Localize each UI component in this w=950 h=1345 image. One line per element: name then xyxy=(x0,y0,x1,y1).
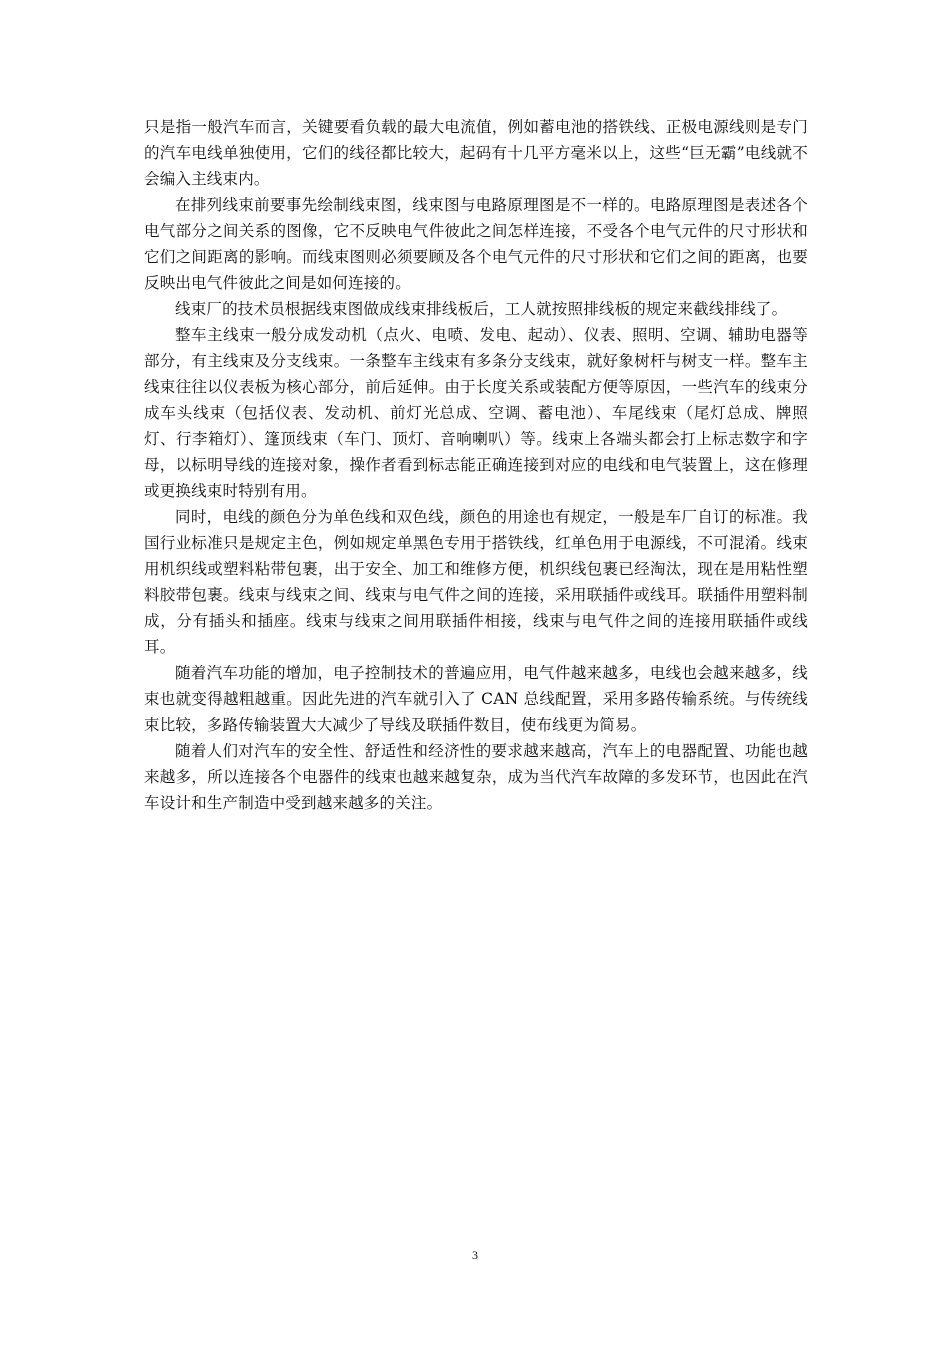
paragraph-5: 同时，电线的颜色分为单色线和双色线，颜色的用途也有规定，一般是车厂自订的标准。我国行业标准只是规定主色，例如规定单黑色专用于搭铁线，红单色用于电源线，不可混淆。线束用机织线或塑料粘带包裹，出于安全、加工和维修方便，机织线包裹已经淘汰，现在是用粘性塑料胶带包裹。线束与线束之间、线束与电气件之间的连接，采用联插件或线耳。联插件用塑料制成，分有插头和插座。线束与线束之间用联插件相接，线束与电气件之间的连接用联插件或线耳。 xyxy=(144,508,808,656)
paragraph-6: 随着汽车功能的增加，电子控制技术的普遍应用，电气件越来越多，电线也会越来越多，线束也就变得越粗越重。因此先进的汽车就引入了 CAN 总线配置，采用多路传输系统。与传统线束比较，多路传输装置大大减少了导线及联插件数目，使布线更为简易。 xyxy=(144,664,808,734)
page-number: 3 xyxy=(472,1248,478,1262)
paragraph-1: 只是指一般汽车而言，关键要看负载的最大电流值，例如蓄电池的搭铁线、正极电源线则是专门的汽车电线单独使用，它们的线径都比较大，起码有十几平方毫米以上，这些“巨无霸”电线就不会编入主线束内。 xyxy=(144,118,808,188)
paragraph-4: 整车主线束一般分成发动机（点火、电喷、发电、起动）、仪表、照明、空调、辅助电器等部分，有主线束及分支线束。一条整车主线束有多条分支线束，就好象树杆与树支一样。整车主线束往往以仪表板为核心部分，前后延伸。由于长度关系或装配方便等原因，一些汽车的线束分成车头线束（包括仪表、发动机、前灯光总成、空调、蓄电池）、车尾线束（尾灯总成、牌照灯、行李箱灯）、篷顶线束（车门、顶灯、音响喇叭）等。线束上各端头都会打上标志数字和字母，以标明导线的连接对象，操作者看到标志能正确连接到对应的电线和电气装置上，这在修理或更换线束时特别有用。 xyxy=(144,326,808,500)
paragraph-2: 在排列线束前要事先绘制线束图，线束图与电路原理图是不一样的。电路原理图是表述各个电气部分之间关系的图像，它不反映电气件彼此之间怎样连接，不受各个电气元件的尺寸形状和它们之间距离的影响。而线束图则必须要顾及各个电气元件的尺寸形状和它们之间的距离，也要反映出电气件彼此之间是如何连接的。 xyxy=(144,196,808,292)
paragraph-3: 线束厂的技术员根据线束图做成线束排线板后，工人就按照排线板的规定来截线排线了。 xyxy=(175,300,788,318)
paragraph-7: 随着人们对汽车的安全性、舒适性和经济性的要求越来越高，汽车上的电器配置、功能也越来越多，所以连接各个电器件的线束也越来越复杂，成为当代汽车故障的多发环节，也因此在汽车设计和生产制造中受到越来越多的关注。 xyxy=(144,742,808,812)
document-body xyxy=(144,114,808,816)
